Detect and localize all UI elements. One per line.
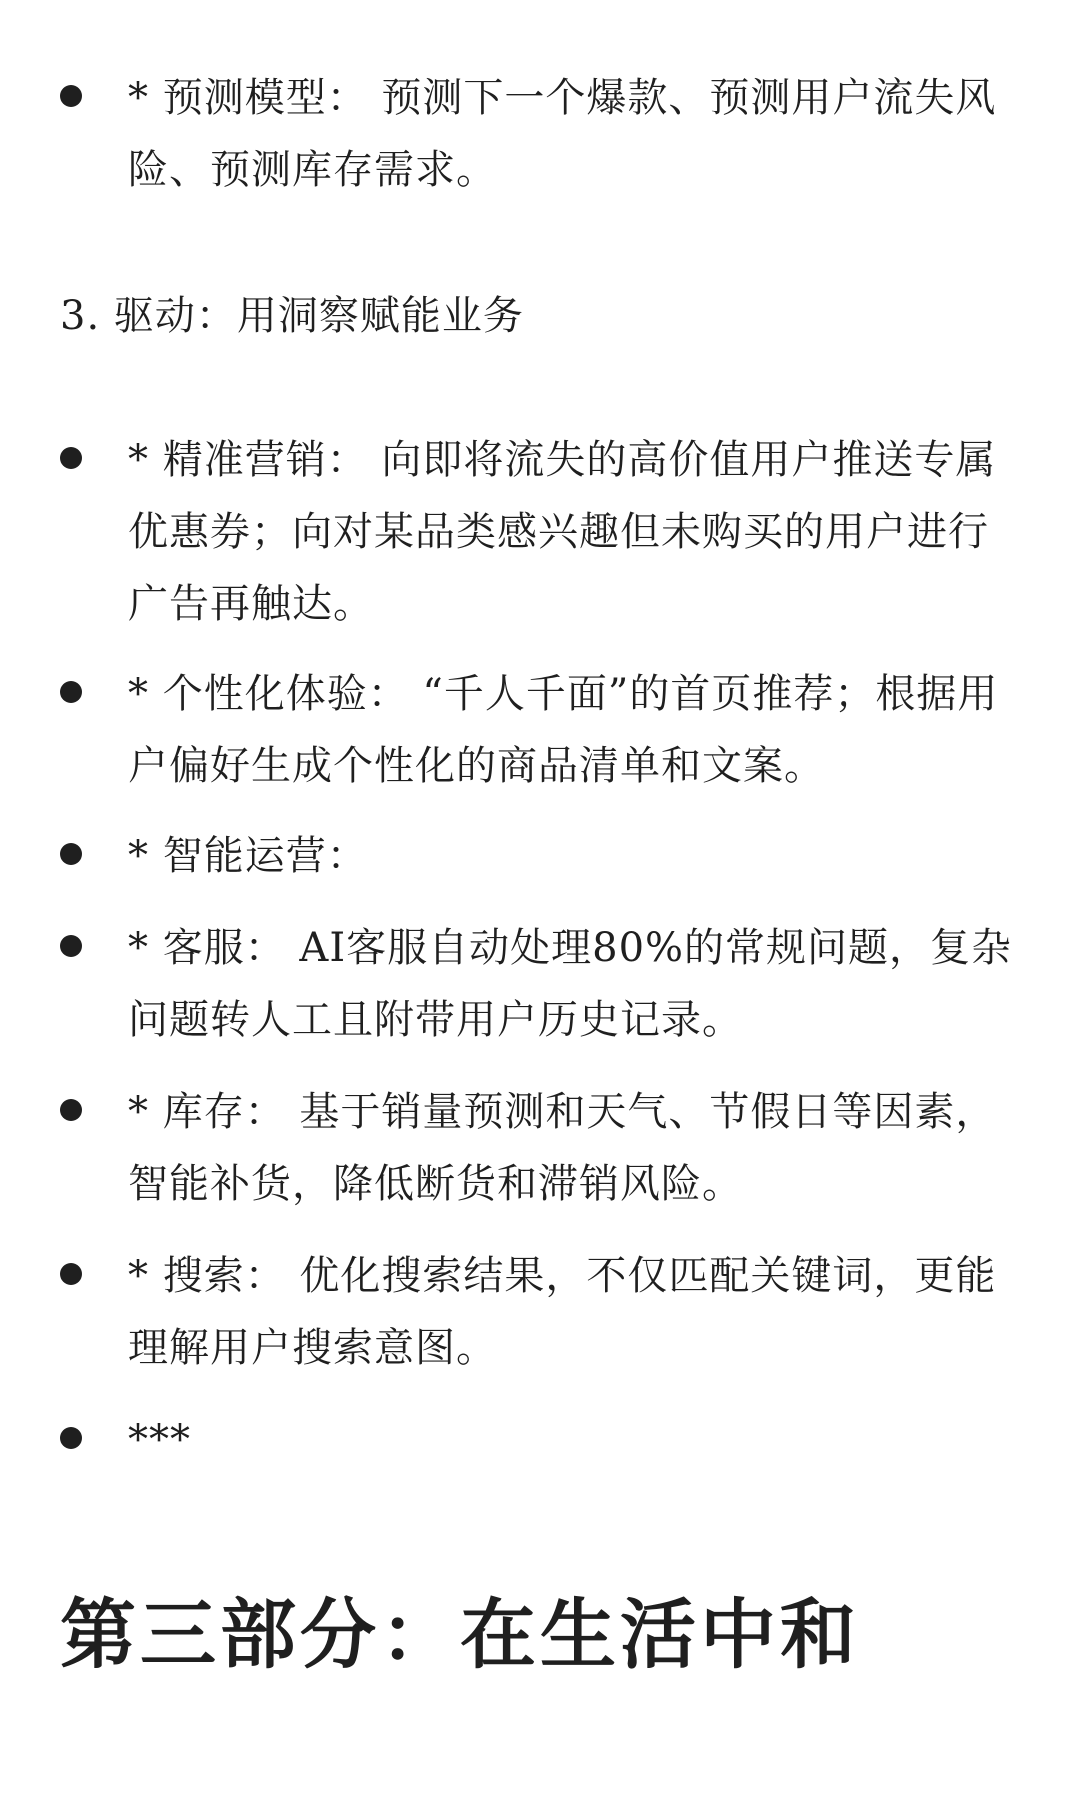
bullet-icon	[60, 1099, 82, 1121]
bullet-icon	[60, 935, 82, 957]
list-item-text: * 智能运营：	[128, 833, 368, 879]
bullet-icon	[60, 681, 82, 703]
list-item-text: * 客服： AI客服自动处理80%的常规问题，复杂问题转人工且附带用户历史记录。	[128, 925, 1013, 1043]
list-item-text: * 预测模型： 预测下一个爆款、预测用户流失风险、预测库存需求。	[128, 75, 997, 193]
list-item-text: * 库存： 基于销量预测和天气、节假日等因素，智能补货，降低断货和滞销风险。	[128, 1089, 997, 1207]
list-item-text: ***	[128, 1417, 191, 1463]
bullet-icon	[60, 447, 82, 469]
bullet-icon	[60, 1427, 82, 1449]
list-item-text: * 个性化体验： “千人千面”的首页推荐；根据用户偏好生成个性化的商品清单和文案。	[128, 671, 999, 789]
list-item-text: * 搜索： 优化搜索结果，不仅匹配关键词，更能理解用户搜索意图。	[128, 1253, 997, 1371]
list-item-text: * 精准营销： 向即将流失的高价值用户推送专属优惠券；向对某品类感兴趣但未购买的用户进行广告再触达。	[128, 437, 997, 627]
section-heading: 3. 驱动：用洞察赋能业务	[60, 293, 524, 339]
part-title: 第三部分：在生活中和	[60, 1590, 860, 1679]
bullet-icon	[60, 843, 82, 865]
bullet-icon	[60, 85, 82, 107]
bullet-icon	[60, 1263, 82, 1285]
